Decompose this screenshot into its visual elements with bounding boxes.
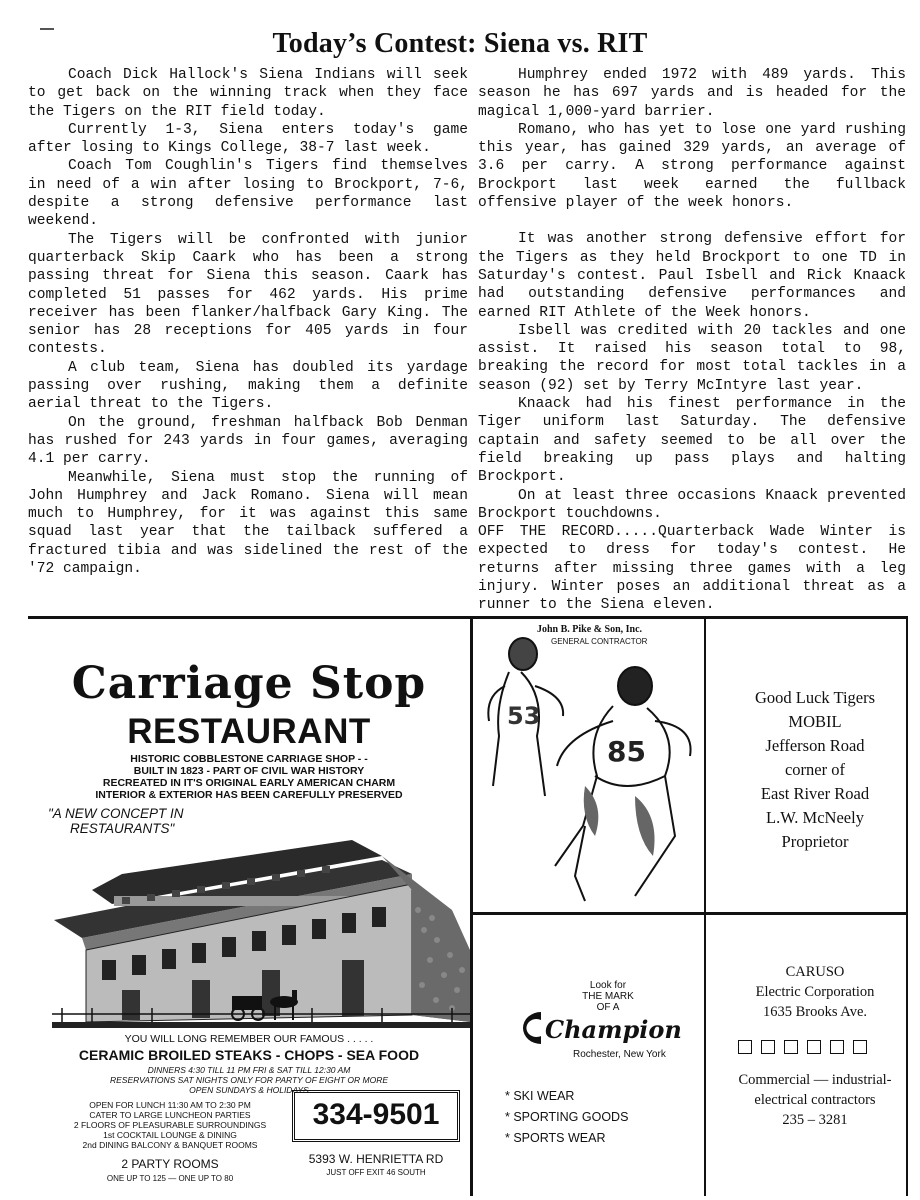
company-role: GENERAL CONTRACTOR — [551, 637, 648, 646]
caruso-ad — [715, 962, 915, 1022]
caruso-desc-line: electrical contractors — [754, 1092, 876, 1108]
hours-line: DINNERS 4:30 TILL 11 PM FRI & SAT TILL 12:30 AM — [147, 1065, 351, 1075]
concept-slogan — [48, 806, 184, 836]
caruso-name: CARUSO — [785, 964, 845, 980]
mobil-line: corner of — [784, 760, 845, 779]
champion-city: Rochester, New York — [573, 1049, 666, 1060]
lunch-line: 2 FLOORS OF PLEASURABLE SURROUNDINGS — [73, 1120, 267, 1130]
box — [853, 1040, 867, 1054]
caruso-address: 1635 Brooks Ave. — [762, 1004, 868, 1020]
paragraph: A club team, Siena has doubled its yardage passing over rushing, making them a definite aerial threat to the Tigers. — [28, 359, 468, 413]
mobil-line: L.W. McNeely — [766, 808, 864, 827]
remember-text: YOU WILL LONG REMEMBER OUR FAMOUS . . . . . — [124, 1033, 374, 1045]
company-name: John B. Pike & Son, Inc. — [537, 624, 643, 635]
champion-logo — [511, 1008, 691, 1048]
look-line: THE MARK — [582, 991, 634, 1002]
lunch-line: 1st COCKTAIL LOUNGE & DINING — [103, 1130, 237, 1140]
paragraph: Coach Dick Hallock's Siena Indians will seek to get back on the winning track when they face the Tigers on the RIT field today. — [28, 67, 468, 120]
champion-ad — [477, 916, 705, 1196]
jersey-number-back: 53 — [507, 702, 541, 730]
history-line: BUILT IN 1823 - PART OF CIVIL WAR HISTORY — [133, 765, 365, 777]
paragraph: Romano, who has yet to lose one yard rushing this year, has gained 329 yards, an average of 3.6 per carry. A strong performance against Brockport last week earned the fullback offensive player of the week honors. — [478, 121, 906, 212]
concept-line: RESTAURANTS" — [70, 821, 175, 836]
box — [784, 1040, 798, 1054]
lunch-line: OPEN FOR LUNCH 11:30 AM TO 2:30 PM — [89, 1100, 251, 1110]
jersey-number-front: 85 — [607, 735, 646, 768]
exit-directions: JUST OFF EXIT 46 SOUTH — [326, 1168, 426, 1177]
box — [761, 1040, 775, 1054]
box — [807, 1040, 821, 1054]
look-line: OF A — [596, 1002, 620, 1013]
caruso-services — [715, 1070, 915, 1130]
paragraph: Meanwhile, Siena must stop the running of John Humphrey and Jack Romano. Siena will mean much to Humphrey, for it was against this same squad last year that the tailback suffered a fractured tibia and was sidelined the rest of the '72 campaign. — [28, 469, 468, 578]
paragraph: It was another strong defensive effort for the Tigers as they held Brockport to one TD in Saturday's contest. Paul Isbell and Rick Knaack had outstanding defensive performances and earned RIT Athlete of the Week honors. — [478, 231, 906, 321]
mobil-line: Jefferson Road — [765, 736, 865, 755]
hours-line: OPEN SUNDAYS & HOLIDAYS — [189, 1085, 309, 1095]
caruso-phone: 235 – 3281 — [782, 1112, 848, 1128]
lunch-line: 2nd DINING BALCONY & BANQUET ROOMS — [82, 1140, 258, 1150]
menu-highlight: CERAMIC BROILED STEAKS - CHOPS - SEA FOOD — [78, 1047, 420, 1063]
ad-divider-horizontal — [472, 912, 908, 915]
caruso-corp: Electric Corporation — [755, 984, 875, 1000]
history-line: INTERIOR & EXTERIOR HAS BEEN CAREFULLY PRESERVED — [95, 789, 403, 801]
party-rooms: 2 PARTY ROOMS — [121, 1157, 219, 1171]
paragraph: Coach Tom Coughlin's Tigers find themselves in need of a win after losing to Brockport, 7-6, despite a strong defensive performance last weekend. — [28, 158, 468, 230]
address: 5393 W. HENRIETTA RD — [308, 1152, 444, 1166]
product-item: * SPORTS WEAR — [505, 1131, 606, 1145]
history-line: HISTORIC COBBLESTONE CARRIAGE SHOP - - — [130, 753, 368, 765]
box — [830, 1040, 844, 1054]
carriage-stop-ad — [30, 620, 468, 1195]
paragraph: Isbell was credited with 20 tackles and one assist. It raised his season total to 98, breaking the record for most total tackles in a season (92) set by Terry McIntyre last year. — [478, 322, 906, 394]
paragraph: The Tigers will be confronted with junior quarterback Skip Caark who has been a strong passing threat for Siena this season. Caark has completed 51 passes for 462 yards. His prime receiver has been flanker/halfback Gary King. The senior has 28 receptions for 405 yards in four contests. — [28, 231, 468, 358]
article-column-left — [28, 66, 468, 578]
mobil-ad — [715, 686, 915, 854]
decorative-boxes — [738, 1040, 898, 1056]
champion-wordmark: Champion — [545, 1015, 682, 1044]
caruso-desc-line: Commercial — industrial- — [738, 1072, 892, 1088]
ad-divider-vertical-1 — [470, 618, 473, 1196]
barn-illustration — [52, 800, 470, 1040]
ad-section-top-rule — [28, 616, 908, 619]
article-column-right — [478, 66, 906, 615]
lunch-line: CATER TO LARGE LUNCHEON PARTIES — [89, 1110, 251, 1120]
product-list — [505, 1086, 628, 1149]
hours-line: RESERVATIONS SAT NIGHTS ONLY FOR PARTY OF EIGHT OR MORE — [109, 1075, 389, 1085]
look-line: Look for — [589, 980, 627, 991]
football-players-illustration — [485, 626, 700, 910]
history-line: RECREATED IN IT'S ORIGINAL EARLY AMERICAN CHARM — [102, 777, 396, 789]
champion-c-mark-icon — [523, 1012, 541, 1044]
box — [738, 1040, 752, 1054]
restaurant-heading: RESTAURANT — [127, 712, 371, 751]
page-headline: Today’s Contest: Siena vs. RIT — [272, 28, 648, 59]
lunch-text — [50, 1100, 290, 1150]
off-the-record-paragraph: OFF THE RECORD.....Quarterback Wade Winter is expected to dress for today's contest. He returns after missing three games with a leg injury. Winter poses an additional threat as a runner to the Siena eleven. — [478, 524, 906, 614]
product-item: * SKI WEAR — [505, 1089, 575, 1103]
history-text — [30, 753, 468, 801]
paragraph: Knaack had his finest performance in the Tiger uniform last Saturday. The defensive captain and safety seemed to be all over the field breaking up pass plays and halting Brockport. — [478, 396, 906, 486]
mobil-line: East River Road — [760, 784, 870, 803]
mobil-line: Good Luck Tigers — [754, 688, 876, 707]
mobil-line: Proprietor — [781, 832, 849, 851]
concept-line: "A NEW CONCEPT IN — [48, 806, 184, 821]
paragraph: Humphrey ended 1972 with 489 yards. This season he has 697 yards and is headed for the magical 1,000-yard barrier. — [478, 67, 906, 120]
pike-contractor-ad — [477, 620, 705, 912]
mobil-line: MOBIL — [788, 712, 842, 731]
carriage-stop-logo: Carriage Stop — [71, 658, 427, 709]
paragraph: On at least three occasions Knaack prevented Brockport touchdowns. — [478, 487, 906, 522]
paragraph: Currently 1-3, Siena enters today's game after losing to Kings College, 38-7 last week. — [28, 121, 468, 157]
party-rooms-capacity: ONE UP TO 125 — ONE UP TO 80 — [106, 1174, 234, 1183]
product-item: * SPORTING GOODS — [505, 1110, 629, 1124]
phone-number: 334-9501 — [312, 1098, 440, 1131]
paragraph: On the ground, freshman halfback Bob Denman has rushed for 243 yards in four games, averaging 4.1 per carry. — [28, 414, 468, 468]
